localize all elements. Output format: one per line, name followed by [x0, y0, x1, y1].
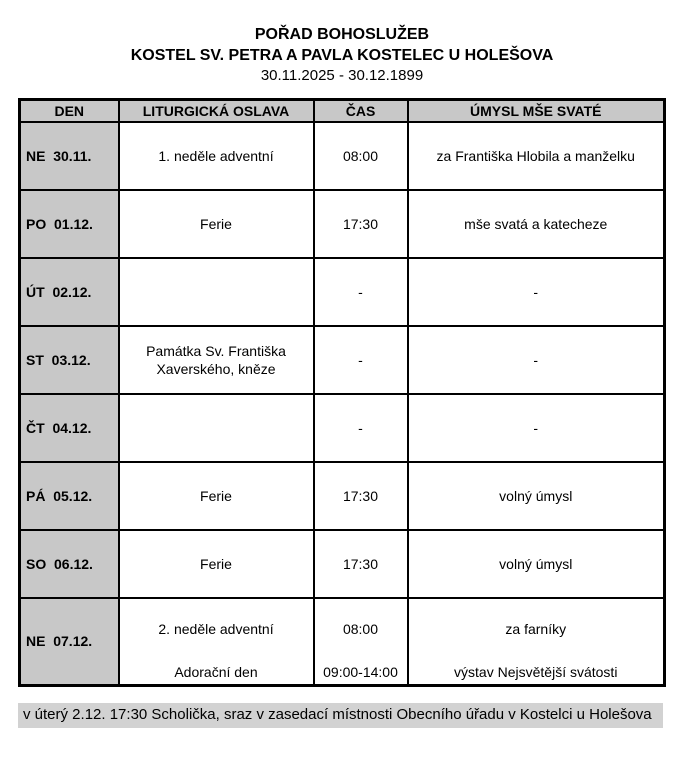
intention-cell: - — [408, 394, 665, 462]
day-cell: ÚT 02.12. — [20, 258, 119, 326]
schedule-table — [18, 98, 666, 687]
intention-cell: za Františka Hlobila a manželku — [408, 122, 665, 190]
intention-cell: - — [408, 258, 665, 326]
table-row — [20, 598, 665, 660]
table-row — [20, 394, 665, 462]
day-cell: SO 06.12. — [20, 530, 119, 598]
time-cell: 17:30 — [314, 530, 408, 598]
date-range: 30.11.2025 - 30.12.1899 — [260, 67, 424, 84]
intention-cell: za farníky — [408, 598, 665, 660]
column-header: ČAS — [314, 100, 408, 122]
day-cell: ST 03.12. — [20, 326, 119, 394]
liturgy-cell: Ferie — [119, 530, 314, 598]
time-cell: 17:30 — [314, 462, 408, 530]
table-row — [20, 258, 665, 326]
day-cell: ČT 04.12. — [20, 394, 119, 462]
footer-note: v úterý 2.12. 17:30 Scholička, sraz v zasedací místnosti Obecního úřadu v Kostelci u Holešova — [18, 703, 663, 728]
intention-cell: mše svatá a katecheze — [408, 190, 665, 258]
time-cell: - — [314, 326, 408, 394]
liturgy-cell: Ferie — [119, 190, 314, 258]
page-subtitle: KOSTEL SV. PETRA A PAVLA KOSTELEC U HOLEŠOVA — [130, 47, 554, 64]
day-cell: PÁ 05.12. — [20, 462, 119, 530]
time-cell: 08:00 — [314, 122, 408, 190]
day-cell: PO 01.12. — [20, 190, 119, 258]
table-body — [20, 122, 665, 686]
title-block — [0, 0, 684, 86]
liturgy-cell — [119, 258, 314, 326]
liturgy-cell: Adorační den — [119, 660, 314, 686]
liturgy-cell — [119, 394, 314, 462]
intention-cell: volný úmysl — [408, 462, 665, 530]
intention-cell: - — [408, 326, 665, 394]
table-row — [20, 462, 665, 530]
column-header: ÚMYSL MŠE SVATÉ — [408, 100, 665, 122]
liturgy-cell: 1. neděle adventní — [119, 122, 314, 190]
day-cell: NE 07.12. — [20, 598, 119, 686]
day-cell: NE 30.11. — [20, 122, 119, 190]
page-title: POŘAD BOHOSLUŽEB — [254, 26, 430, 43]
table-row — [20, 122, 665, 190]
intention-cell: výstav Nejsvětější svátosti — [408, 660, 665, 686]
liturgy-cell: 2. neděle adventní — [119, 598, 314, 660]
time-cell: 17:30 — [314, 190, 408, 258]
time-cell: - — [314, 258, 408, 326]
table-row — [20, 326, 665, 394]
column-header: LITURGICKÁ OSLAVA — [119, 100, 314, 122]
header-row — [20, 100, 665, 122]
intention-cell: volný úmysl — [408, 530, 665, 598]
column-header: DEN — [20, 100, 119, 122]
liturgy-cell: Památka Sv. Františka Xaverského, kněze — [119, 326, 314, 394]
time-cell: 09:00-14:00 — [314, 660, 408, 686]
time-cell: 08:00 — [314, 598, 408, 660]
time-cell: - — [314, 394, 408, 462]
liturgy-cell: Ferie — [119, 462, 314, 530]
table-row — [20, 530, 665, 598]
table-row — [20, 190, 665, 258]
